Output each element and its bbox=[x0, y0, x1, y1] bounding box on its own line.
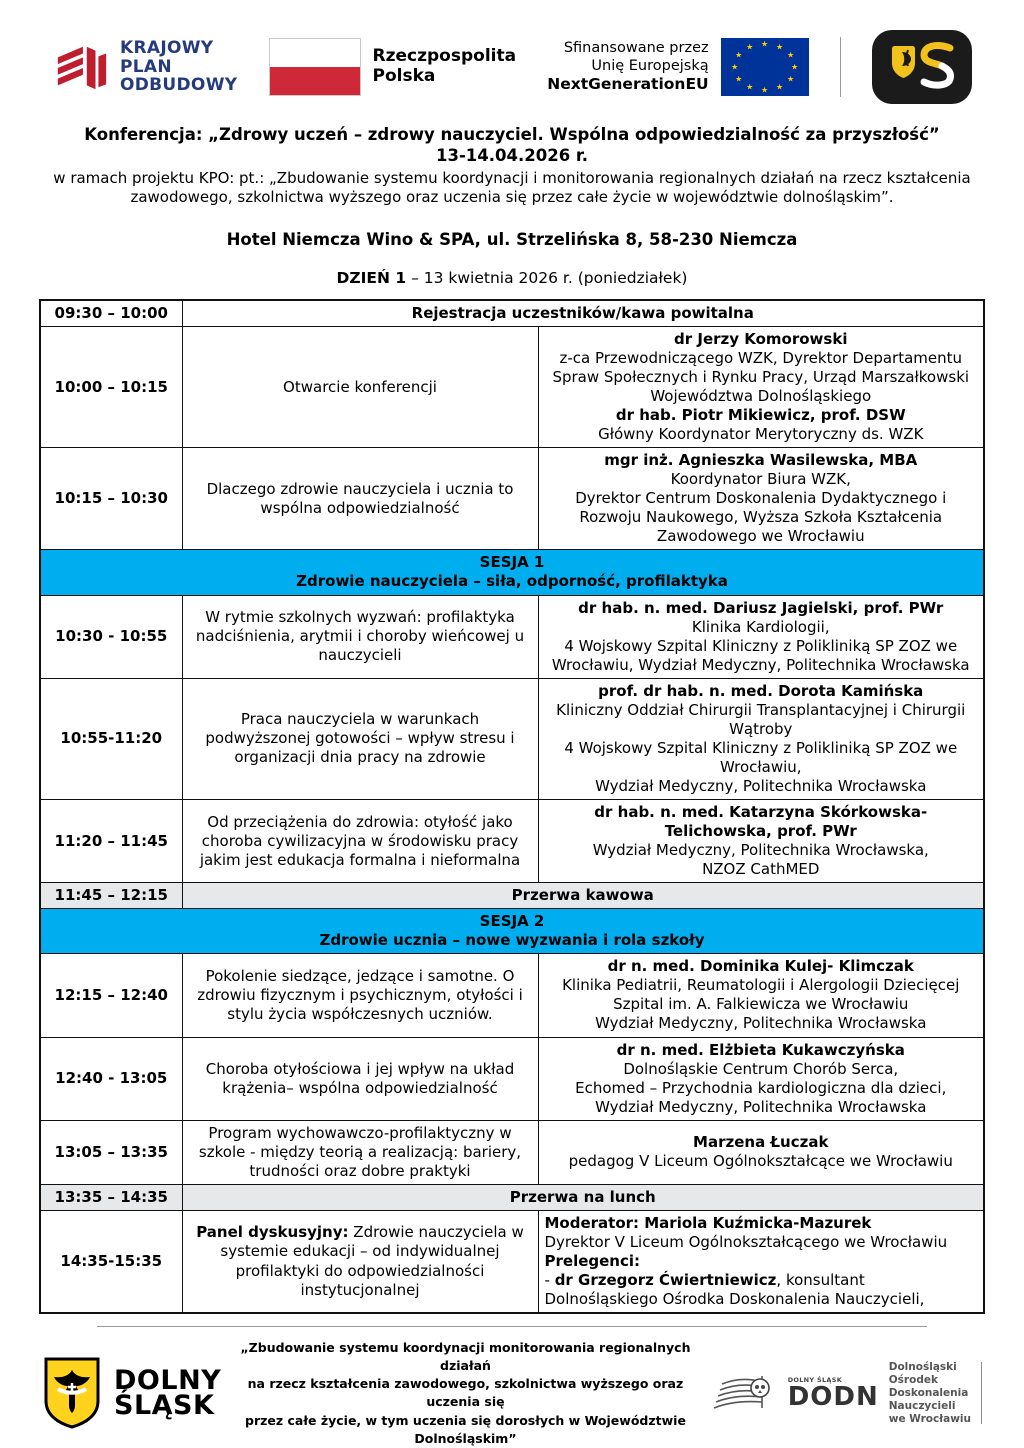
time-cell: 10:00 – 10:15 bbox=[40, 326, 182, 447]
dodn-badge-label: DOLNY ŚLĄSK bbox=[787, 1376, 843, 1385]
speakers-cell: prof. dr hab. n. med. Dorota Kamińska Kliniczny Oddział Chirurgii Transplantacyjnej i Chirurgii Wątroby 4 Wojskowy Szpital Kliniczny z Polikliniką SP ZOZ we Wrocławiu, Wydział Medyczny, Politechnika Wrocławska bbox=[538, 678, 984, 799]
dodn-book-owl-icon bbox=[710, 1364, 778, 1422]
time-cell: 13:05 – 13:35 bbox=[40, 1120, 182, 1184]
speakers-cell: dr hab. n. med. Dariusz Jagielski, prof. PWr Klinika Kardiologii, 4 Wojskowy Szpital Kliniczny z Polikliniką SP ZOZ we Wrocławiu, Wydział Medyczny, Politechnika Wrocławska bbox=[538, 595, 984, 678]
break-row bbox=[40, 883, 984, 909]
eu-star-icon: ★ bbox=[746, 82, 754, 92]
schedule-body bbox=[40, 300, 984, 1313]
kpo-logo-text: KRAJOWY PLAN ODBUDOWY bbox=[120, 38, 238, 96]
session-banner: SESJA 1 Zdrowie nauczyciela – siła, odporność, profilaktyka bbox=[40, 550, 984, 595]
time-cell: 09:30 – 10:00 bbox=[40, 300, 182, 327]
time-cell: 10:15 – 10:30 bbox=[40, 448, 182, 550]
item-row bbox=[40, 800, 984, 883]
eu-star-icon: ★ bbox=[786, 50, 795, 60]
time-cell: 10:55-11:20 bbox=[40, 678, 182, 799]
topic-cell: W rytmie szkolnych wyzwań: profilaktyka nadciśnienia, arytmii i choroby wieńcowej u nauczycieli bbox=[182, 595, 538, 678]
conference-title: Konferencja: „Zdrowy uczeń – zdrowy nauczyciel. Wspólna odpowiedzialność za przyszłość” 13-14.04.2026 r. bbox=[84, 125, 940, 166]
eu-funding-logo bbox=[547, 38, 808, 96]
item-row bbox=[40, 595, 984, 678]
eu-star-icon: ★ bbox=[735, 50, 743, 60]
poland-flag-icon bbox=[269, 38, 361, 96]
eu-funding-text: Sfinansowane przez Unię Europejską NextGenerationEU bbox=[547, 40, 709, 94]
dodn-description: Dolnośląski Ośrodek Doskonalenia Nauczycieli we Wrocławiu bbox=[888, 1360, 971, 1426]
header-divider bbox=[840, 37, 841, 97]
time-cell: 13:35 – 14:35 bbox=[40, 1184, 182, 1210]
wzk-black-logo bbox=[872, 30, 972, 104]
eu-star-icon: ★ bbox=[761, 39, 769, 49]
session-banner: SESJA 2 Zdrowie ucznia – nowe wyzwania i rola szkoły bbox=[40, 909, 984, 954]
topic-cell: Dlaczego zdrowie nauczyciela i ucznia to wspólna odpowiedzialność bbox=[182, 448, 538, 550]
kpo-logo bbox=[52, 38, 237, 96]
time-cell: 14:35-15:35 bbox=[40, 1210, 182, 1313]
dolny-slask-wordmark: DOLNY ŚLĄSK bbox=[114, 1364, 222, 1422]
dodn-logo-block bbox=[710, 1361, 982, 1427]
topic-cell: Pokolenie siedzące, jedzące i samotne. O zdrowiu fizycznym i psychicznym, otyłości i stylu życia współczesnych uczniów. bbox=[182, 954, 538, 1037]
topic-cell: Od przeciążenia do zdrowia: otyłość jako choroba cywilizacyjna w środowisku pracy jakim jest edukacja formalna i nieformalna bbox=[182, 800, 538, 883]
eu-star-icon: ★ bbox=[731, 62, 739, 72]
topic-cell: Otwarcie konferencji bbox=[182, 326, 538, 447]
break-label: Rejestracja uczestników/kawa powitalna bbox=[182, 300, 984, 327]
kpo-building-icon bbox=[52, 38, 110, 96]
topic-cell: Panel dyskusyjny: Zdrowie nauczyciela w systemie edukacji – od indywidualnej profilaktyki do odpowiedzialności instytucjonalnej bbox=[182, 1210, 538, 1313]
break-label: Przerwa kawowa bbox=[182, 883, 984, 909]
wzk-logo-graphic bbox=[872, 30, 972, 104]
break-label: Przerwa na lunch bbox=[182, 1184, 984, 1210]
speakers-cell: dr n. med. Elżbieta Kukawczyńska Dolnośląskie Centrum Chorób Serca, Echomed – Przychodnia kardiologiczna dla dzieci, Wydział Medyczny, Politechnika Wrocławska bbox=[538, 1037, 984, 1120]
project-subtitle: w ramach projektu KPO: pt.: „Zbudowanie systemu koordynacji i monitorowania regionalnych działań na rzecz kształcenia zawodowego, szkolnictwa wyższego oraz uczenia się przez całe życie w województwie dolnośląskim”. bbox=[53, 168, 971, 207]
topic-cell: Choroba otyłościowa i jej wpływ na układ krążenia– wspólna odpowiedzialność bbox=[182, 1037, 538, 1120]
item-row bbox=[40, 678, 984, 799]
break-row bbox=[40, 1184, 984, 1210]
speakers-cell: mgr inż. Agnieszka Wasilewska, MBA Koordynator Biura WZK, Dyrektor Centrum Doskonalenia Dydaktycznego i Rozwoju Naukowego, Wyższa Szkoła Kształcenia Zawodowego we Wrocławiu bbox=[538, 448, 984, 550]
dolny-slask-logo bbox=[42, 1356, 221, 1430]
topic-cell: Praca nauczyciela w warunkach podwyższonej gotowości – wpływ stresu i organizacji dnia pracy na zdrowie bbox=[182, 678, 538, 799]
footer-divider-line bbox=[97, 1326, 927, 1327]
speakers-cell: dr n. med. Dominika Kulej- Klimczak Klinika Pediatrii, Reumatologii i Alergologii Dziecięcej Szpital im. A. Falkiewicza we Wrocławiu Wydział Medyczny, Politechnika Wrocławska bbox=[538, 954, 984, 1037]
eu-star-icon: ★ bbox=[775, 82, 784, 92]
day-date: – 13 kwietnia 2026 r. (poniedziałek) bbox=[406, 268, 688, 287]
item-row bbox=[40, 448, 984, 550]
topic-cell: Program wychowawczo-profilaktyczny w szkole - między teorią a realizacją: bariery, trudności oraz dobre praktyki bbox=[182, 1120, 538, 1184]
break-row bbox=[40, 300, 984, 327]
time-cell: 12:15 – 12:40 bbox=[40, 954, 182, 1037]
poland-logo bbox=[269, 38, 517, 96]
session-row bbox=[40, 550, 984, 595]
item-row bbox=[40, 1210, 984, 1313]
speakers-cell: Moderator: Mariola Kuźmicka-Mazurek Dyrektor V Liceum Ogólnokształcącego we Wrocławiu Prelegenci: - dr Grzegorz Ćwiertniewicz, konsultant Dolnośląskiego Ośrodka Doskonalenia Nauczycieli, bbox=[538, 1210, 984, 1313]
dodn-divider-line bbox=[981, 1362, 982, 1424]
footer bbox=[0, 1326, 1024, 1448]
dolny-slask-coat-of-arms-icon bbox=[42, 1356, 102, 1430]
eu-star-icon: ★ bbox=[790, 62, 799, 72]
footer-project-text: „Zbudowanie systemu koordynacji monitorowania regionalnych działań na rzecz kształcenia zawodowego, szkolnictwa wyższego oraz uczenia się przez całe życie, w tym uczenia się dorosłych w Województwie Dolnośląskim” bbox=[240, 1340, 691, 1446]
dodn-acronym: DODN bbox=[787, 1382, 879, 1413]
item-row bbox=[40, 326, 984, 447]
item-row bbox=[40, 1037, 984, 1120]
time-cell: 11:45 – 12:15 bbox=[40, 883, 182, 909]
time-cell: 11:20 – 11:45 bbox=[40, 800, 182, 883]
eu-star-icon: ★ bbox=[761, 85, 769, 95]
item-row bbox=[40, 954, 984, 1037]
header-logo-strip bbox=[52, 0, 972, 110]
session-row bbox=[40, 909, 984, 954]
speakers-cell: dr hab. n. med. Katarzyna Skórkowska-Telichowska, prof. PWr Wydział Medyczny, Politechnika Wrocławska, NZOZ CathMED bbox=[538, 800, 984, 883]
dodn-wordmark-block bbox=[787, 1376, 879, 1413]
day-line bbox=[0, 269, 1024, 287]
time-cell: 12:40 - 13:05 bbox=[40, 1037, 182, 1120]
eu-flag-icon bbox=[721, 38, 809, 96]
eu-star-icon: ★ bbox=[786, 74, 795, 84]
poland-label: Rzeczpospolita Polska bbox=[372, 46, 517, 86]
day-label: DZIEŃ 1 bbox=[336, 268, 407, 287]
speakers-cell: dr Jerzy Komorowski z-ca Przewodniczącego WZK, Dyrektor Departamentu Spraw Społecznych i Rynku Pracy, Urząd Marszałkowski Województwa Dolnośląskiego dr hab. Piotr Mikiewicz, prof. DSW Główny Koordynator Merytoryczny ds. WZK bbox=[538, 326, 984, 447]
eu-star-icon: ★ bbox=[775, 42, 784, 52]
time-cell: 10:30 - 10:55 bbox=[40, 595, 182, 678]
venue-line: Hotel Niemcza Wino & SPA, ul. Strzelińska 8, 58-230 Niemcza bbox=[226, 229, 798, 249]
eu-star-icon: ★ bbox=[735, 74, 743, 84]
speakers-cell: Marzena Łuczak pedagog V Liceum Ogólnokształcące we Wrocławiu bbox=[538, 1120, 984, 1184]
eu-star-icon: ★ bbox=[746, 42, 754, 52]
item-row bbox=[40, 1120, 984, 1184]
schedule-table bbox=[39, 299, 985, 1314]
